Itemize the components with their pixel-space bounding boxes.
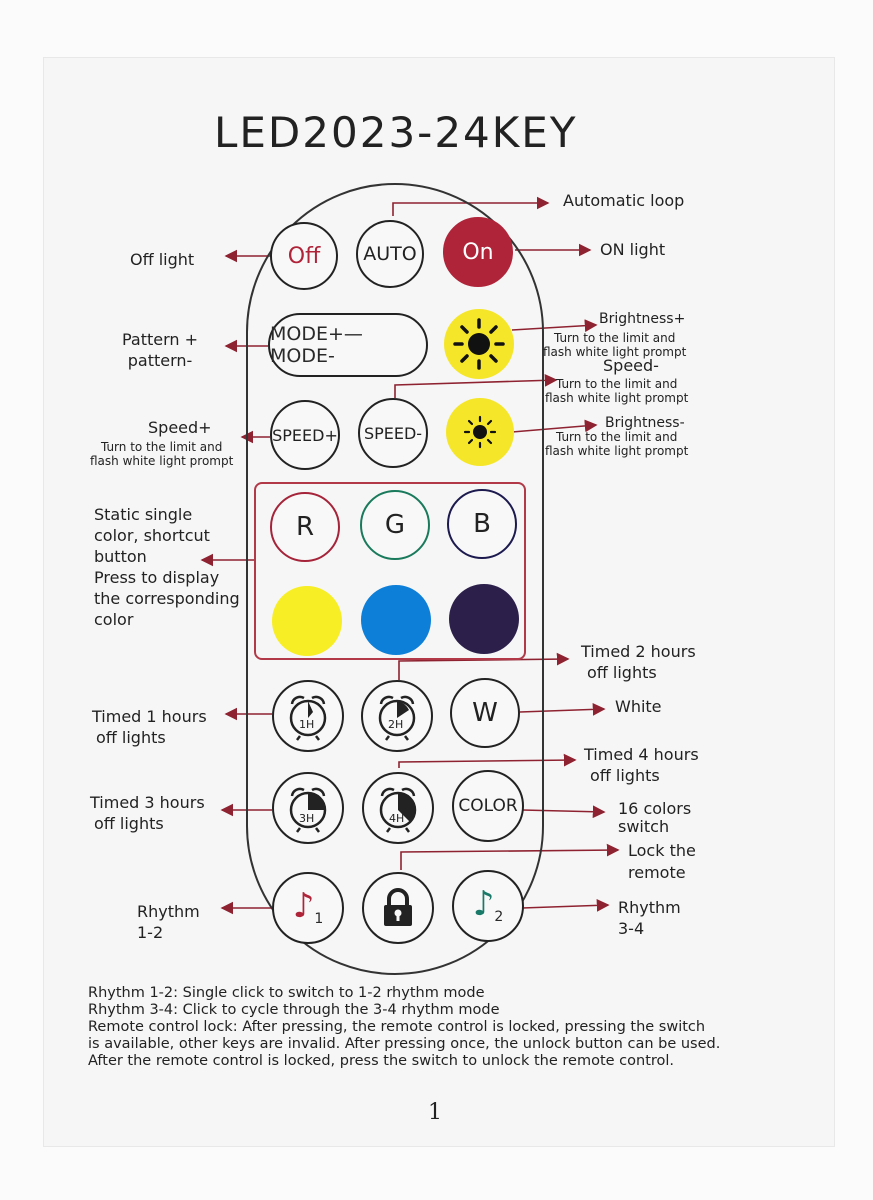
lock-button[interactable]: [362, 872, 434, 944]
label-timed-2h: Timed 2 hours off lights: [581, 642, 696, 682]
off-button[interactable]: Off: [270, 222, 338, 290]
alarm-clock-icon: [282, 690, 334, 742]
note-brightness-minus: Turn to the limit and flash white light prompt: [545, 430, 689, 458]
alarm-clock-icon: [372, 782, 424, 834]
label-timed-4h: Timed 4 hours off lights: [584, 745, 699, 785]
rhythm-2-sub: 2: [494, 909, 504, 925]
page-title: LED2023-24KEY: [214, 108, 578, 157]
mode-button[interactable]: MODE+—MODE-: [268, 313, 428, 377]
rhythm-3-4-button[interactable]: [452, 870, 524, 942]
footer-notes: Rhythm 1-2: Single click to switch to 1-2 rhythm mode Rhythm 3-4: Click to cycle through the 3-4 rhythm mode Remote control lock: After pressing, the remote control is locked, pressing the switch is available, other keys are invalid. After pressing once, the unlock button can be used. After the remote control is locked, press the switch to unlock the remote control.: [88, 985, 721, 1069]
sun-large-icon: [451, 316, 507, 372]
label-speed-minus: Speed-: [603, 356, 659, 375]
label-timed-3h: Timed 3 hours off lights: [90, 793, 205, 833]
label-white: White: [615, 697, 662, 716]
timer-1h-label: 1H: [299, 718, 315, 731]
sun-small-icon: [460, 412, 500, 452]
label-timed-1h: Timed 1 hours off lights: [92, 707, 207, 747]
purple-swatch-button[interactable]: [449, 584, 519, 654]
alarm-clock-icon: [371, 690, 423, 742]
timer-3h-button[interactable]: [272, 772, 344, 844]
label-automatic-loop: Automatic loop: [563, 191, 685, 210]
label-speed-plus: Speed+: [148, 418, 212, 437]
red-button[interactable]: R: [270, 492, 340, 562]
label-static-color: Static single color, shortcut button Press to display the corresponding color: [94, 505, 240, 629]
white-button[interactable]: W: [450, 678, 520, 748]
green-button[interactable]: G: [360, 490, 430, 560]
label-pattern: Pattern + pattern-: [122, 330, 199, 370]
label-off-light: Off light: [130, 250, 195, 269]
brightness-up-button[interactable]: [444, 309, 514, 379]
timer-3h-label: 3H: [299, 812, 315, 825]
note-speed-minus: Turn to the limit and flash white light prompt: [545, 377, 689, 405]
brightness-down-button[interactable]: [446, 398, 514, 466]
blue-swatch-button[interactable]: [361, 585, 431, 655]
on-button[interactable]: On: [443, 217, 513, 287]
timer-2h-button[interactable]: [361, 680, 433, 752]
color-cycle-button[interactable]: COLOR: [452, 770, 524, 842]
label-brightness-plus: Brightness+: [599, 311, 686, 327]
speed-minus-button[interactable]: SPEED-: [358, 398, 428, 468]
label-rhythm-3-4: Rhythm 3-4: [618, 898, 681, 938]
blue-button[interactable]: B: [447, 489, 517, 559]
page-number: 1: [428, 1100, 442, 1125]
padlock-icon: [380, 888, 416, 928]
auto-button[interactable]: AUTO: [356, 220, 424, 288]
music-note-icon: ♪: [472, 884, 495, 924]
timer-1h-button[interactable]: [272, 680, 344, 752]
speed-plus-button[interactable]: SPEED+: [270, 400, 340, 470]
note-speed-plus: Turn to the limit and flash white light prompt: [90, 440, 234, 468]
rhythm-1-2-button[interactable]: [272, 872, 344, 944]
timer-2h-label: 2H: [388, 718, 404, 731]
alarm-clock-icon: [282, 782, 334, 834]
label-16-colors: 16 colors switch: [618, 799, 692, 836]
note-brightness-plus: Turn to the limit and flash white light prompt: [543, 331, 687, 359]
yellow-swatch-button[interactable]: [272, 586, 342, 656]
label-on-light: ON light: [600, 240, 666, 259]
label-lock: Lock the remote: [628, 841, 696, 882]
timer-4h-label: 4H: [389, 812, 405, 825]
timer-4h-button[interactable]: [362, 772, 434, 844]
label-brightness-minus: Brightness-: [605, 415, 685, 431]
music-note-icon: ♪: [292, 886, 315, 926]
label-rhythm-1-2: Rhythm 1-2: [137, 902, 200, 942]
rhythm-1-sub: 1: [314, 911, 324, 927]
